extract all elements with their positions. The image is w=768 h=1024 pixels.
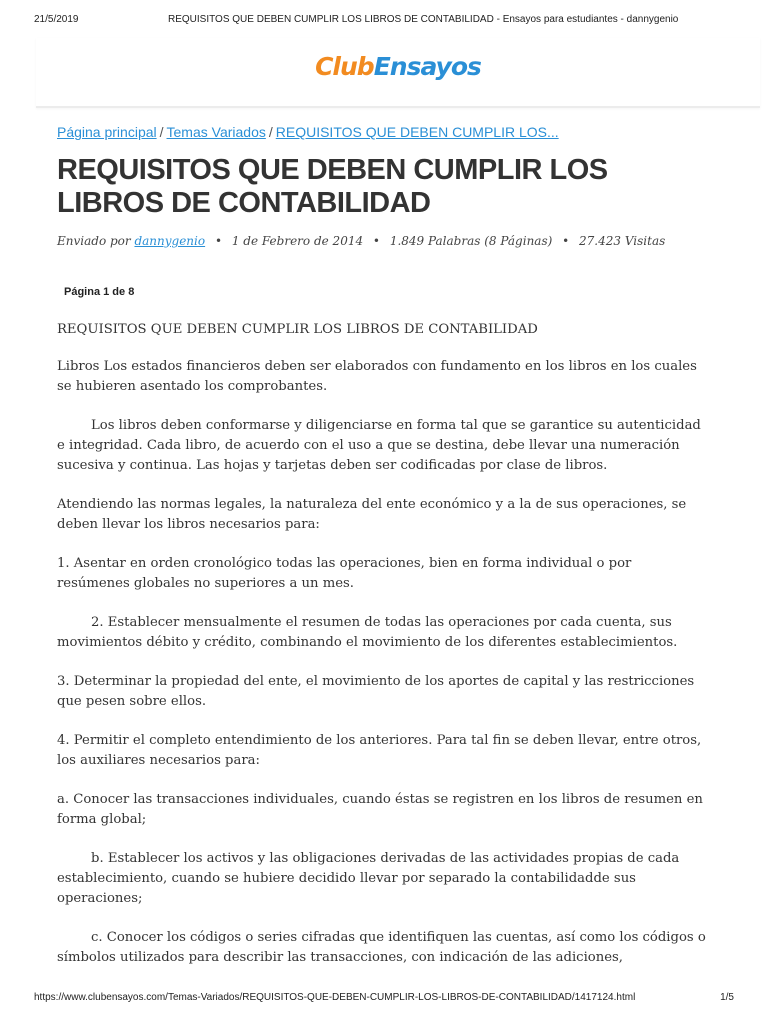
paragraph: 1. Asentar en orden cronológico todas las operaciones, bien en forma individual o por resúmenes globales no superiores a un mes. (57, 556, 632, 591)
print-date: 21/5/2019 (34, 14, 79, 25)
sent-by-label: Enviado por (57, 234, 131, 248)
publish-date: 1 de Febrero de 2014 (231, 234, 364, 248)
page-indicator: Página 1 de 8 (64, 286, 135, 298)
logo-club-text: Club (315, 52, 374, 81)
meta-separator-dot: • (214, 234, 223, 248)
visit-count: 27.423 Visitas (579, 234, 666, 248)
print-page-number: 1/5 (720, 992, 734, 1003)
paragraph: Libros Los estados financieros deben ser elaborados con fundamento en los libros en los cuales se hubieren asentado los comprobantes. (57, 359, 697, 394)
breadcrumb-category-link[interactable]: Temas Variados (166, 124, 266, 140)
author-link[interactable]: dannygenio (134, 234, 206, 248)
print-header (34, 14, 734, 28)
paragraph: 3. Determinar la propiedad del ente, el movimiento de los aportes de capital y las restricciones que pesen sobre ellos. (57, 674, 695, 709)
breadcrumb-separator: / (268, 124, 273, 140)
logo-ensayos-text: Ensayos (373, 52, 481, 81)
print-url: https://www.clubensayos.com/Temas-Variados/REQUISITOS-QUE-DEBEN-CUMPLIR-LOS-LIBROS-DE-CONTABILIDAD/1417124.html (34, 992, 636, 1003)
paragraph: b. Establecer los activos y las obligaciones derivadas de las actividades propias de cada establecimiento, cuando se hubiere decidido llevar por separado la contabilidadde sus operaciones; (57, 851, 680, 906)
meta-separator-dot: • (372, 234, 380, 248)
site-header (36, 38, 760, 108)
document-body (57, 320, 707, 968)
article-meta (57, 234, 707, 248)
meta-separator-dot: • (562, 234, 570, 248)
article-content (57, 124, 707, 987)
word-count: 1.849 Palabras (8 Páginas) (389, 234, 553, 248)
breadcrumb-current-link[interactable]: REQUISITOS QUE DEBEN CUMPLIR LOS... (275, 124, 559, 140)
print-footer (34, 992, 734, 1006)
site-logo[interactable] (36, 52, 760, 81)
paragraph: 2. Establecer mensualmente el resumen de todas las operaciones por cada cuenta, sus movimientos débito y crédito, combinando el movimiento de los diferentes establecimientos. (57, 615, 678, 650)
paragraph: c. Conocer los códigos o series cifradas que identifiquen las cuentas, así como los códigos o símbolos utilizados para describir las transacciones, con indicación de las adiciones, (57, 930, 706, 965)
print-page-title: REQUISITOS QUE DEBEN CUMPLIR LOS LIBROS DE CONTABILIDAD - Ensayos para estudiantes - dannygenio (168, 14, 679, 25)
article-title: REQUISITOS QUE DEBEN CUMPLIR LOS LIBROS DE CONTABILIDAD (57, 154, 608, 219)
document-heading: REQUISITOS QUE DEBEN CUMPLIR LOS LIBROS DE CONTABILIDAD (57, 322, 538, 337)
paragraph: Los libros deben conformarse y diligenciarse en forma tal que se garantice su autenticidad e integridad. Cada libro, de acuerdo con el uso a que se destina, debe llevar una numeración sucesiva y continua. Las hojas y tarjetas deben ser codificadas por clase de libros. (57, 418, 701, 473)
breadcrumb-home-link[interactable]: Página principal (57, 124, 157, 140)
breadcrumb (57, 124, 707, 140)
paragraph: 4. Permitir el completo entendimiento de los anteriores. Para tal fin se deben llevar, entre otros, los auxiliares necesarios para: (57, 733, 702, 768)
paragraph: a. Conocer las transacciones individuales, cuando éstas se registren en los libros de resumen en forma global; (57, 792, 703, 827)
breadcrumb-separator: / (159, 124, 164, 140)
paragraph: Atendiendo las normas legales, la naturaleza del ente económico y a la de sus operaciones, se deben llevar los libros necesarios para: (57, 497, 687, 532)
